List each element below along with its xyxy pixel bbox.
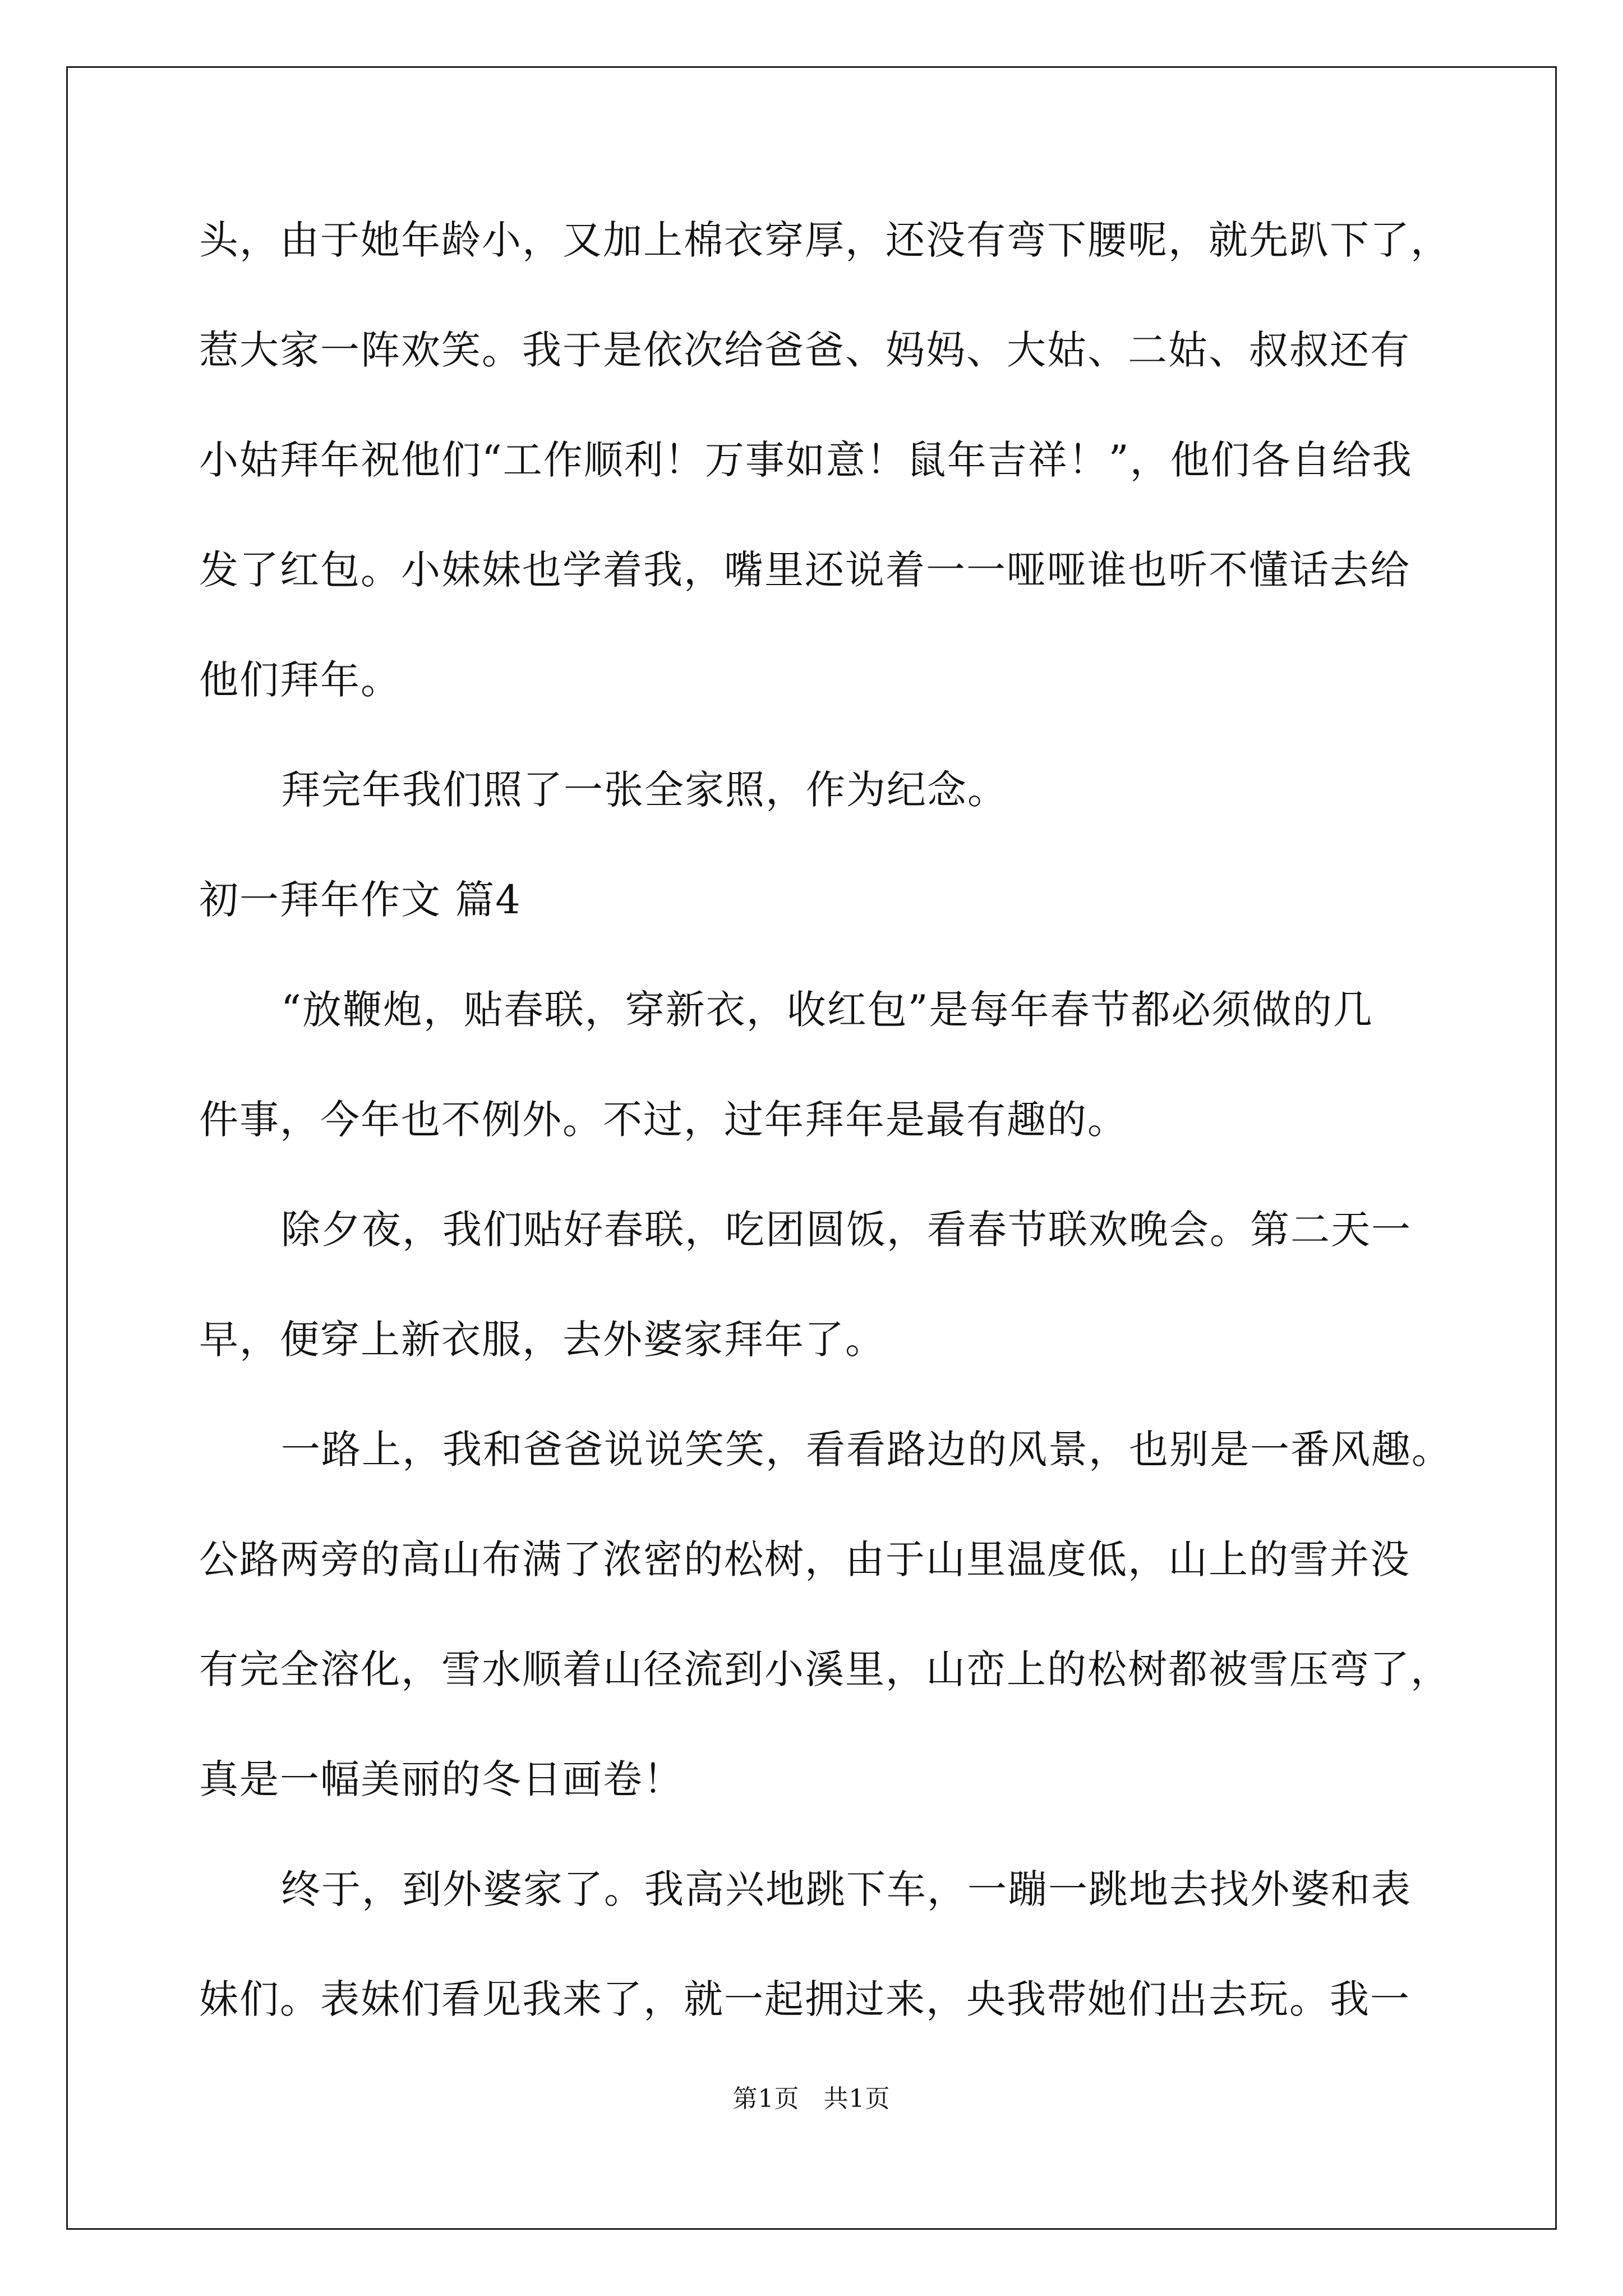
text-line-10: 除夕夜，我们贴好春联，吃团圆饭，看春节联欢晚会。第二天一: [281, 1207, 1412, 1253]
text-line-14: 有完全溶化，雪水顺着山径流到小溪里，山峦上的松树都被雪压弯了，: [199, 1646, 1451, 1692]
text-line-9: 件事，今年也不例外。不过，过年拜年是最有趣的。: [199, 1097, 1128, 1143]
text-line-16: 终于，到外婆家了。我高兴地跳下车，一蹦一跳地去找外婆和表: [281, 1866, 1412, 1912]
text-line-4: 发了红包。小妹妹也学着我，嘴里还说着一一哑哑谁也听不懂话去给: [199, 547, 1410, 593]
text-line-17: 妹们。表妹们看见我来了，就一起拥过来，央我带她们出去玩。我一: [199, 1976, 1410, 2022]
text-line-8: “放鞭炮，贴春联，穿新衣，收红包”是每年春节都必须做的几: [281, 987, 1373, 1033]
text-line-15: 真是一幅美丽的冬日画卷！: [199, 1756, 684, 1802]
page-number-current: 第1页: [732, 2085, 800, 2113]
text-line-6: 拜完年我们照了一张全家照，作为纪念。: [281, 767, 1008, 813]
document-body: [199, 185, 1452, 2054]
text-line-11: 早，便穿上新衣服，去外婆家拜年了。: [199, 1317, 886, 1363]
text-line-1: 头，由于她年龄小，又加上棉衣穿厚，还没有弯下腰呢，就先趴下了，: [199, 217, 1451, 263]
page-number-total: 共1页: [823, 2085, 891, 2113]
text-line-3: 小姑拜年祝他们“工作顺利！万事如意！鼠年吉祥！”，他们各自给我: [199, 437, 1413, 483]
text-line-2: 惹大家一阵欢笑。我于是依次给爸爸、妈妈、大姑、二姑、叔叔还有: [199, 327, 1410, 373]
page-footer: [0, 2078, 1623, 2114]
text-line-12: 一路上，我和爸爸说说笑笑，看看路边的风景，也别是一番风趣。: [281, 1427, 1452, 1473]
text-line-5: 他们拜年。: [199, 657, 401, 703]
text-line-13: 公路两旁的高山布满了浓密的松树，由于山里温度低，山上的雪并没: [199, 1536, 1410, 1582]
section-heading: 初一拜年作文 篇4: [199, 877, 522, 923]
